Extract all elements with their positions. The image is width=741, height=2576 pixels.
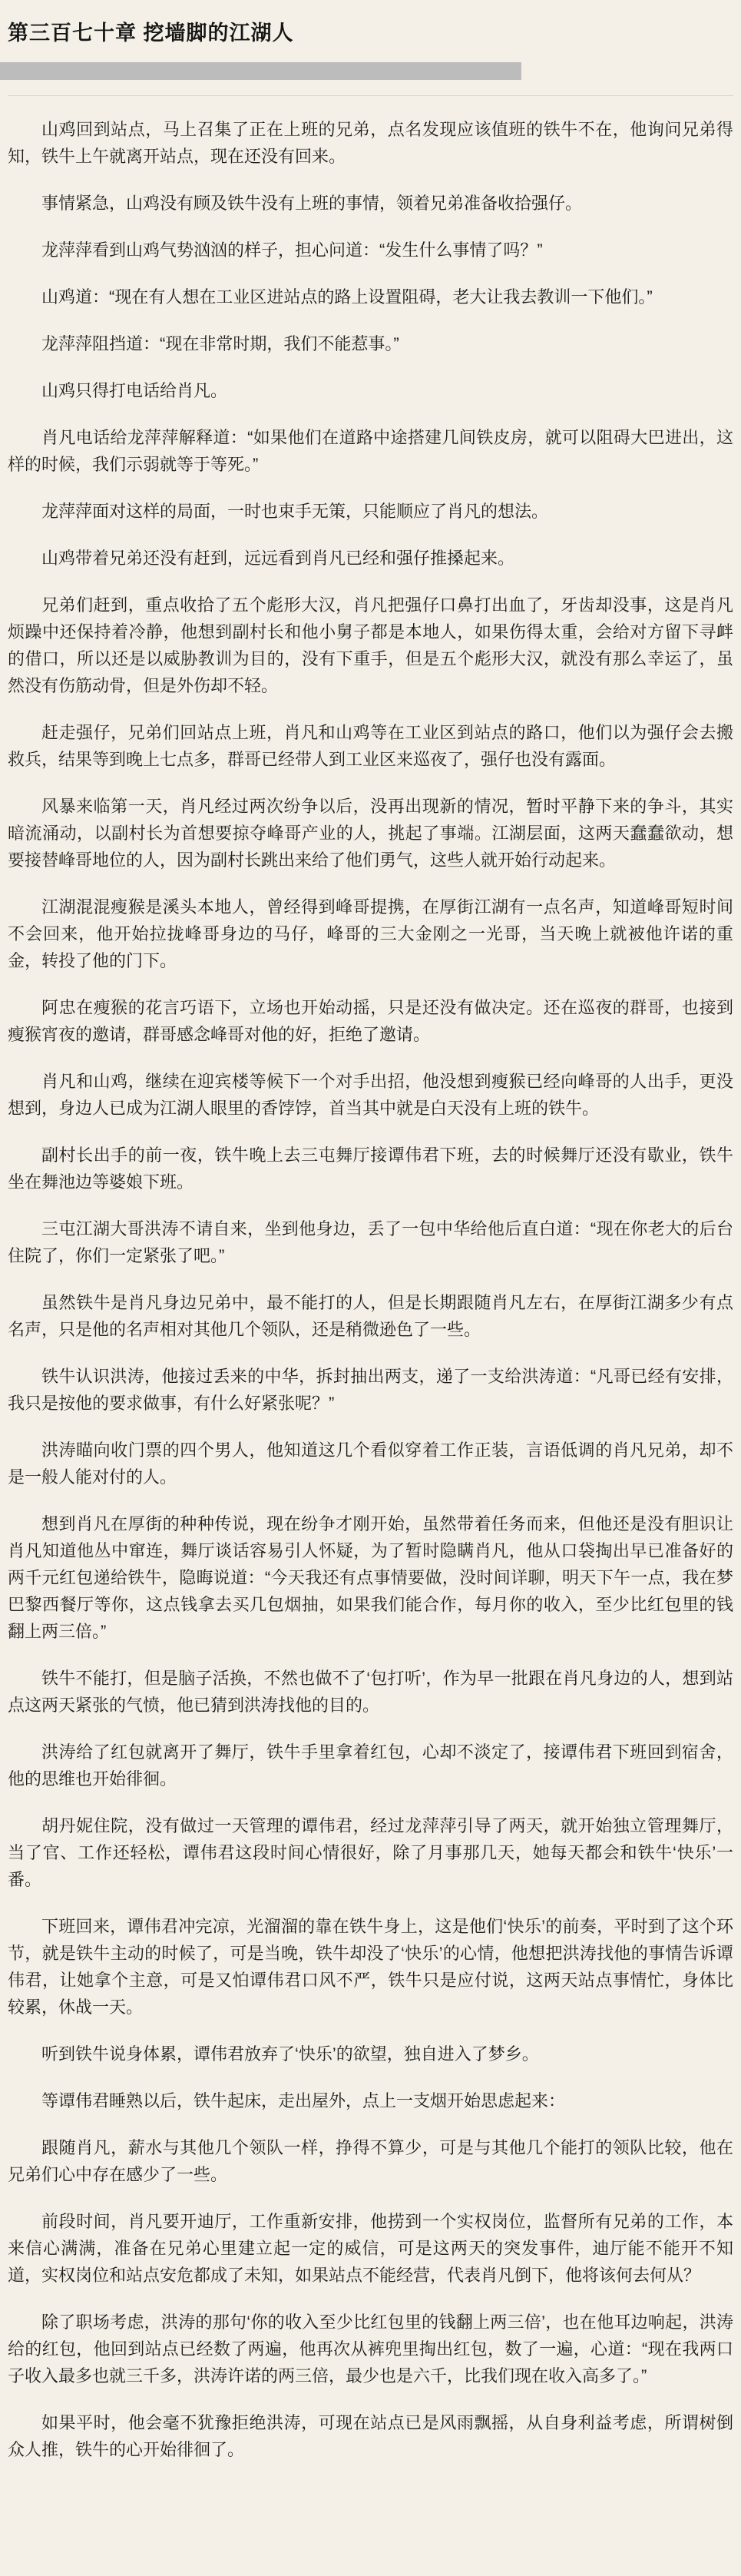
paragraph: 铁牛不能打，但是脑子活换，不然也做不了‘包打听’，作为早一批跟在肖凡身边的人，想到站点这两天紧张的气愤，他已猜到洪涛找他的目的。 [8, 1669, 733, 1715]
paragraph: 洪涛给了红包就离开了舞厅，铁牛手里拿着红包，心却不淡定了，接谭伟君下班回到宿舍，他的思维也开始徘徊。 [8, 1742, 733, 1789]
chapter-title: 第三百七十章 挖墙脚的江湖人 [8, 22, 294, 45]
paragraph: 想到肖凡在厚街的种种传说，现在纷争才刚开始，虽然带着任务而来，但他还是没有胆识让肖凡知道他丛中窜连，舞厅谈话容易引人怀疑，为了暂时隐瞒肖凡，他从口袋掏出早已准备好的两千元红包递给铁牛，隐晦说道：“今天我还有点事情要做，没时间详聊，明天下午一点，我在梦巴黎西餐厅等你，这点钱拿去买几包烟抽，如果我们能合作，每月你的收入，至少比红包里的钱翻上两三倍。” [8, 1514, 733, 1641]
paragraph: 听到铁牛说身体累，谭伟君放弃了‘快乐’的欲望，独自进入了梦乡。 [41, 2044, 539, 2064]
paragraph: 等谭伟君睡熟以后，铁牛起床，走出屋外，点上一支烟开始思虑起来： [41, 2091, 566, 2110]
paragraph: 副村长出手的前一夜，铁牛晚上去三屯舞厅接谭伟君下班，去的时候舞厅还没有歇业，铁牛坐在舞池边等婆娘下班。 [8, 1145, 733, 1192]
paragraph: 胡丹妮住院，没有做过一天管理的谭伟君，经过龙萍萍引导了两天，就开始独立管理舞厅，当了官、工作还轻松，谭伟君这段时间心情很好，除了月事那几天，她每天都会和铁牛‘快乐’一番。 [8, 1816, 733, 1889]
paragraph: 江湖混混瘦猴是溪头本地人，曾经得到峰哥提携，在厚街江湖有一点名声，知道峰哥短时间不会回来，他开始拉拢峰哥身边的马仔，峰哥的三大金刚之一光哥，当天晚上就被他许诺的重金，转投了他的门下。 [8, 897, 733, 970]
paragraph: 三屯江湖大哥洪涛不请自来，坐到他身边，丢了一包中华给他后直白道：“现在你老大的后台住院了，你们一定紧张了吧。” [8, 1219, 733, 1265]
paragraph: 除了职场考虑，洪涛的那句‘你的收入至少比红包里的钱翻上两三倍’，也在他耳边响起，洪涛给的红包，他回到站点已经数了两遍，他再次从裤兜里掏出红包，数了一遍，心道：“现在我两口子收入最多也就三千多，洪涛许诺的两三倍，最少也是六千，比我们现在收入高多了。” [8, 2312, 733, 2385]
paragraph: 虽然铁牛是肖凡身边兄弟中，最不能打的人，但是长期跟随肖凡左右，在厚街江湖多少有点名声，只是他的名声相对其他几个领队，还是稍微逊色了一些。 [8, 1293, 733, 1339]
paragraph: 山鸡道：“现在有人想在工业区进站点的路上设置阻碍，老大让我去教训一下他们。” [41, 287, 653, 307]
chapter-page [0, 20, 741, 2506]
paragraph: 事情紧急，山鸡没有顾及铁牛没有上班的事情，领着兄弟准备收拾强仔。 [41, 194, 583, 213]
paragraph: 如果平时，他会毫不犹豫拒绝洪涛，可现在站点已是风雨飘摇，从自身利益考虑，所谓树倒众人推，铁牛的心开始徘徊了。 [8, 2413, 733, 2459]
paragraph: 龙萍萍阻挡道：“现在非常时期，我们不能惹事。” [41, 334, 399, 353]
paragraph: 赶走强仔，兄弟们回站点上班，肖凡和山鸡等在工业区到站点的路口，他们以为强仔会去搬救兵，结果等到晚上七点多，群哥已经带人到工业区来巡夜了，强仔也没有露面。 [8, 723, 733, 769]
chapter-content [0, 116, 741, 2463]
paragraph: 肖凡和山鸡，继续在迎宾楼等候下一个对手出招，他没想到瘦猴已经向峰哥的人出手，更没想到，身边人已成为江湖人眼里的香饽饽，首当其中就是白天没有上班的铁牛。 [8, 1072, 733, 1118]
paragraph: 阿忠在瘦猴的花言巧语下，立场也开始动摇，只是还没有做决定。还在巡夜的群哥，也接到瘦猴宵夜的邀请，群哥感念峰哥对他的好，拒绝了邀请。 [8, 998, 733, 1044]
paragraph: 龙萍萍看到山鸡气势汹汹的样子，担心问道：“发生什么事情了吗？” [41, 240, 543, 260]
paragraph: 兄弟们赶到，重点收拾了五个彪形大汉，肖凡把强仔口鼻打出血了，牙齿却没事，这是肖凡烦躁中还保持着冷静，他想到副村长和他小舅子都是本地人，如果伤得太重，会给对方留下寻衅的借口，所以还是以威胁教训为目的，没有下重手，但是五个彪形大汉，就没有那么幸运了，虽然没有伤筋动骨，但是外伤却不轻。 [8, 595, 733, 695]
ad-placeholder-bar [0, 62, 521, 80]
paragraph: 肖凡电话给龙萍萍解释道：“如果他们在道路中途搭建几间铁皮房，就可以阻碍大巴进出，这样的时候，我们示弱就等于等死。” [8, 428, 733, 474]
paragraph: 下班回来，谭伟君冲完凉，光溜溜的靠在铁牛身上，这是他们‘快乐’的前奏，平时到了这个环节，就是铁牛主动的时候了，可是当晚，铁牛却没了‘快乐’的心情，他想把洪涛找他的事情告诉谭伟君，让她拿个主意，可是又怕谭伟君口风不严，铁牛只是应付说，这两天站点事情忙，身体比较累，休战一天。 [8, 1917, 733, 2017]
paragraph: 铁牛认识洪涛，他接过丢来的中华，拆封抽出两支，递了一支给洪涛道：“凡哥已经有安排，我只是按他的要求做事，有什么好紧张呢？” [8, 1367, 733, 1413]
paragraph: 跟随肖凡，薪水与其他几个领队一样，挣得不算少，可是与其他几个能打的领队比较，他在兄弟们心中存在感少了一些。 [8, 2138, 733, 2184]
divider [8, 95, 733, 96]
paragraph: 龙萍萍面对这样的局面，一时也束手无策，只能顺应了肖凡的想法。 [41, 502, 549, 521]
paragraph: 山鸡回到站点，马上召集了正在上班的兄弟，点名发现应该值班的铁牛不在，他询问兄弟得知，铁牛上午就离开站点，现在还没有回来。 [8, 120, 733, 166]
paragraph: 前段时间，肖凡要开迪厅，工作重新安排，他捞到一个实权岗位，监督所有兄弟的工作，本来信心满满，准备在兄弟心里建立起一定的威信，可是这两天的突发事件，迪厅能不能开不知道，实权岗位和站点安危都成了未知，如果站点不能经营，代表肖凡倒下，他将该何去何从？ [8, 2212, 733, 2285]
paragraph: 风暴来临第一天，肖凡经过两次纷争以后，没再出现新的情况，暂时平静下来的争斗，其实暗流涌动，以副村长为首想要掠夺峰哥产业的人，挑起了事端。江湖层面，这两天蠢蠢欲动，想要接替峰哥地位的人，因为副村长跳出来给了他们勇气，这些人就开始行动起来。 [8, 797, 733, 870]
paragraph: 洪涛瞄向收门票的四个男人，他知道这几个看似穿着工作正装，言语低调的肖凡兄弟，却不是一般人能对付的人。 [8, 1441, 733, 1487]
paragraph: 山鸡只得打电话给肖凡。 [41, 381, 228, 400]
paragraph: 山鸡带着兄弟还没有赶到，远远看到肖凡已经和强仔推搡起来。 [41, 549, 515, 568]
